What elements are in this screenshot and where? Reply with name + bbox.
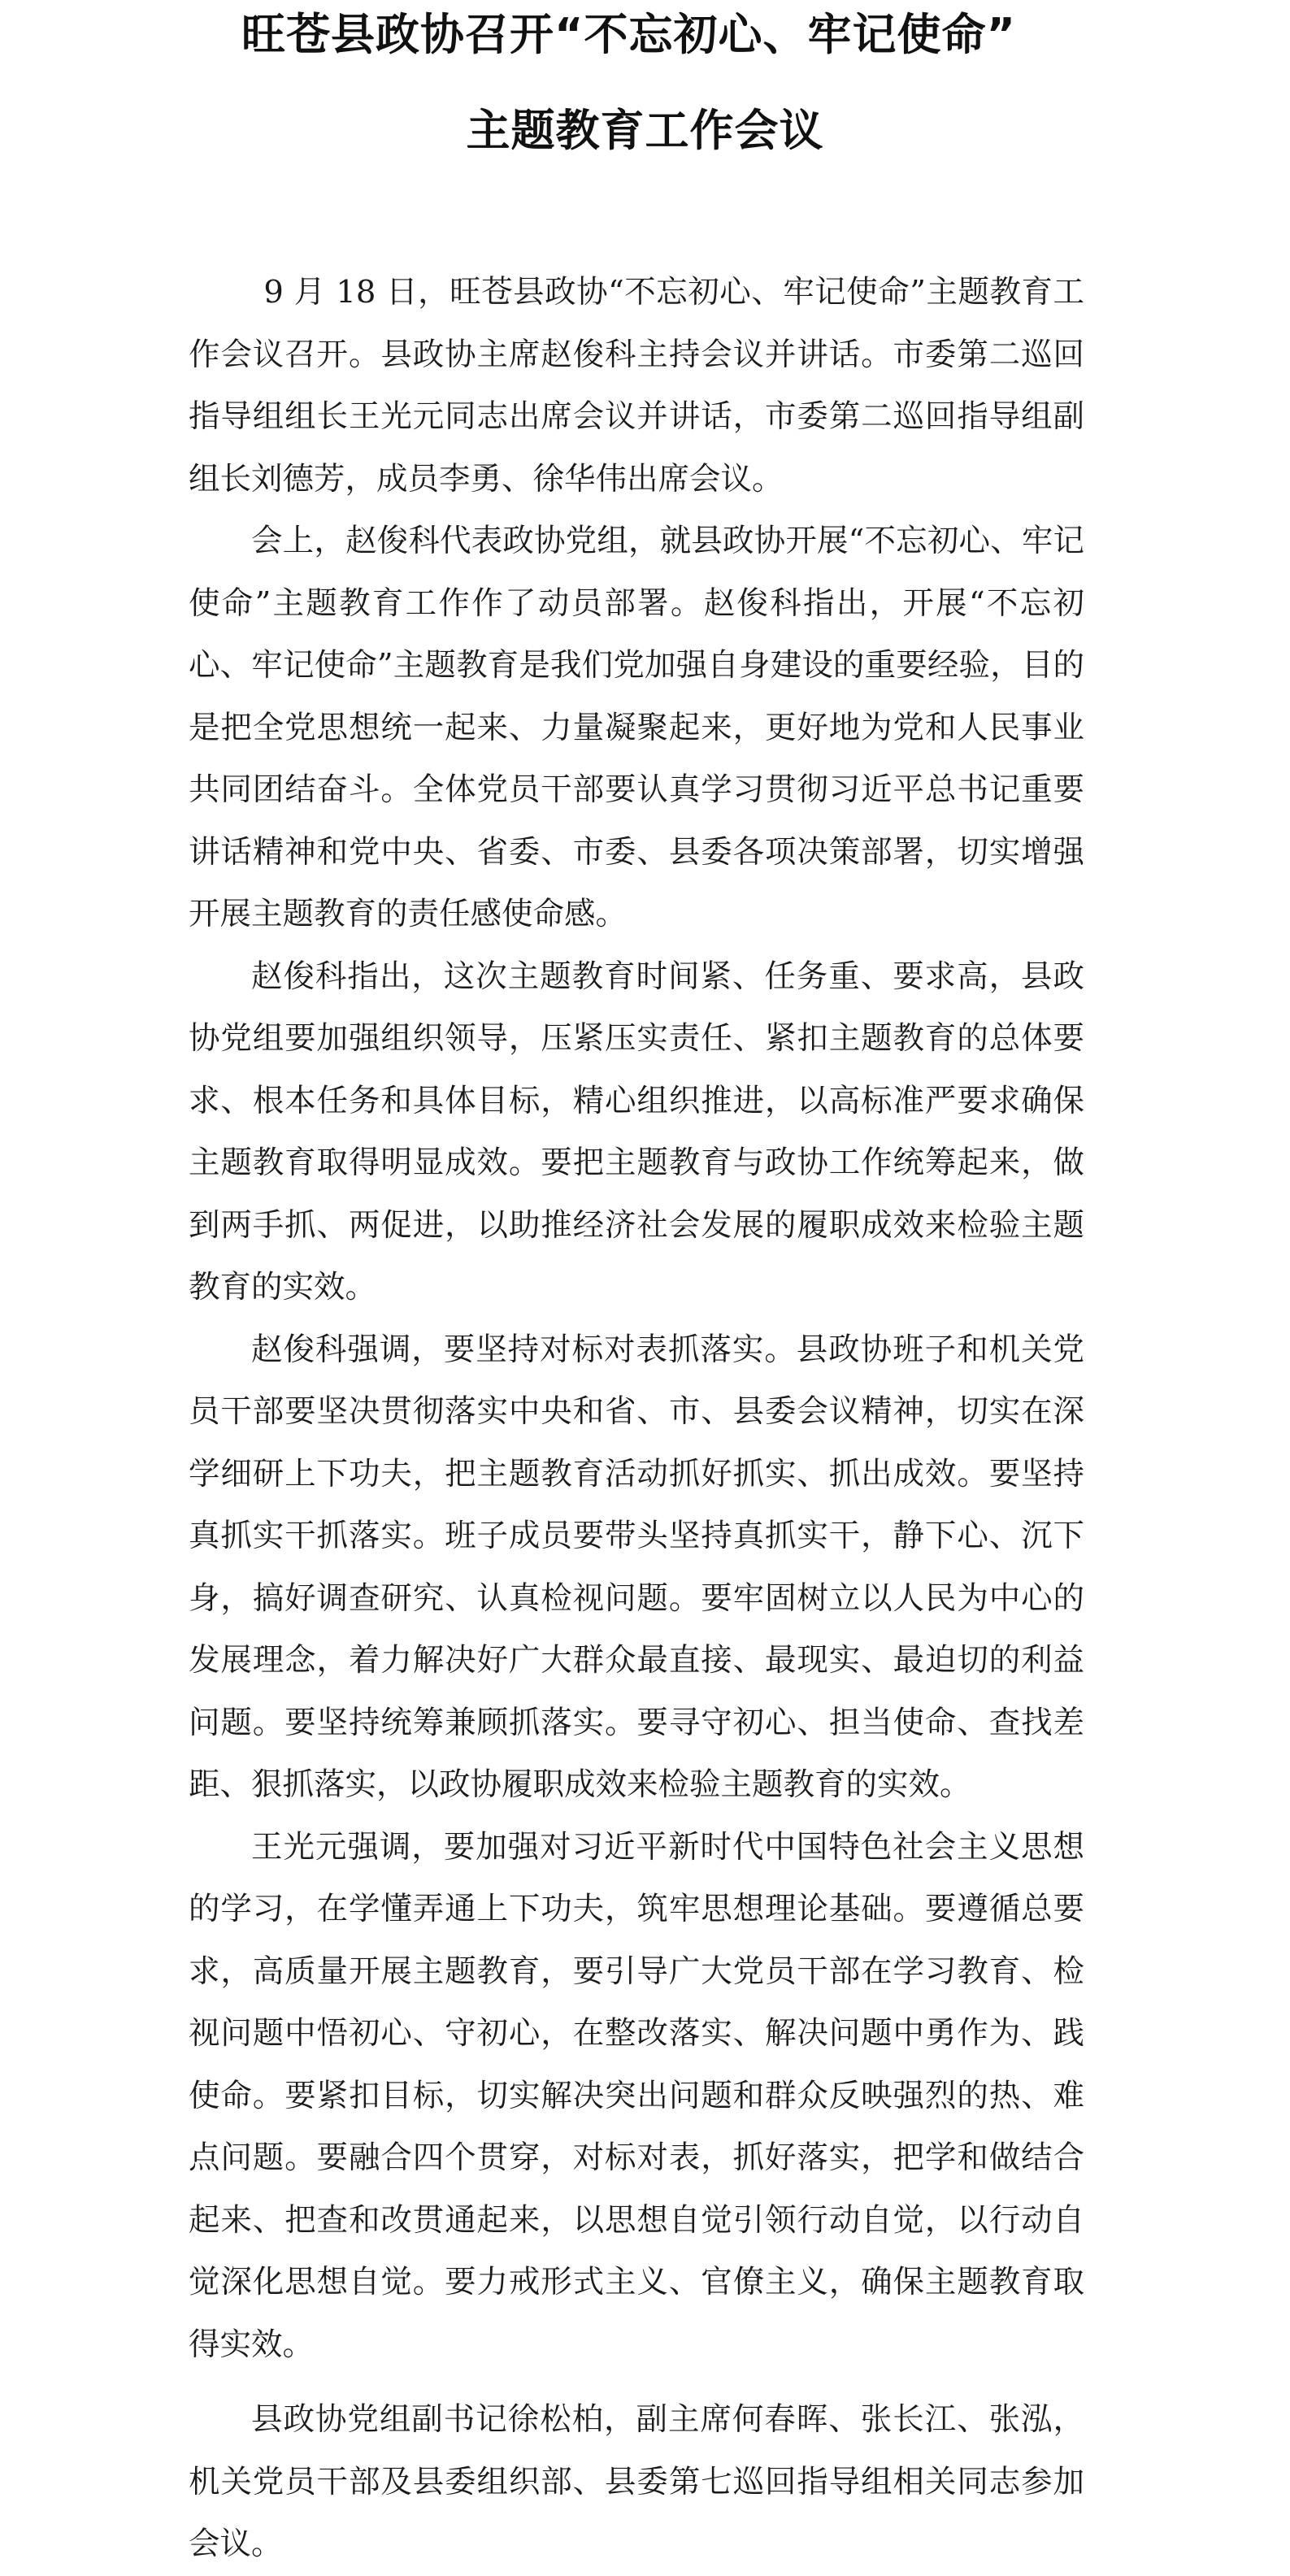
article-body [189,262,1084,2576]
document-title-line-1: 旺苍县政协召开“不忘初心、牢记使命” [241,9,1016,60]
paragraph-mobilization: 会上，赵俊科代表政协党组，就县政协开展“不忘初心、牢记使命”主题教育工作作了动员部署。赵俊科指出，开展“不忘初心、牢记使命”主题教育是我们党加强自身建设的重要经验，目的是把全党思想统一起来、力量凝聚起来，更好地为党和人民事业共同团结奋斗。全体党员干部要认真学习贯彻习近平总书记重要讲话精神和党中央、省委、市委、县委各项决策部署，切实增强开展主题教育的责任感使命感。 [189,523,1084,932]
paragraph-attendees: 县政协党组副书记徐松柏，副主席何春晖、张长江、张泓，机关党员干部及县委组织部、县委第七巡回指导组相关同志参加会议。 [189,2401,1084,2562]
paragraph-organization: 赵俊科指出，这次主题教育时间紧、任务重、要求高，县政协党组要加强组织领导，压紧压实责任、紧扣主题教育的总体要求、根本任务和具体目标，精心组织推进，以高标准严要求确保主题教育取得明显成效。要把主题教育与政协工作统筹起来，做到两手抓、两促进，以助推经济社会发展的履职成效来检验主题教育的实效。 [189,958,1084,1305]
paragraph-guidance: 王光元强调，要加强对习近平新时代中国特色社会主义思想的学习，在学懂弄通上下功夫，筑牢思想理论基础。要遵循总要求，高质量开展主题教育，要引导广大党员干部在学习教育、检视问题中悟初心、守初心，在整改落实、解决问题中勇作为、践使命。要紧扣目标，切实解决突出问题和群众反映强烈的热、难点问题。要融合四个贯穿，对标对表，抓好落实，把学和做结合起来、把查和改贯通起来，以思想自觉引领行动自觉，以行动自觉深化思想自觉。要力戒形式主义、官僚主义，确保主题教育取得实效。 [189,1828,1084,2363]
paragraph-meeting-held: 9 月 18 日，旺苍县政协“不忘初心、牢记使命”主题教育工作会议召开。县政协主席赵俊科主持会议并讲话。市委第二巡回指导组组长王光元同志出席会议并讲话，市委第二巡回指导组副组长刘德芳，成员李勇、徐华伟出席会议。 [189,274,1084,497]
document-title-line-2: 主题教育工作会议 [466,105,824,156]
paragraph-implementation: 赵俊科强调，要坚持对标对表抓落实。县政协班子和机关党员干部要坚决贯彻落实中央和省、市、县委会议精神，切实在深学细研上下功夫，把主题教育活动抓好抓实、抓出成效。要坚持真抓实干抓落实。班子成员要带头坚持真抓实干，静下心、沉下身，搞好调查研究、认真检视问题。要牢固树立以人民为中心的发展理念，着力解决好广大群众最直接、最现实、最迫切的利益问题。要坚持统筹兼顾抓落实。要寻守初心、担当使命、查找差距、狠抓落实，以政协履职成效来检验主题教育的实效。 [189,1331,1084,1803]
